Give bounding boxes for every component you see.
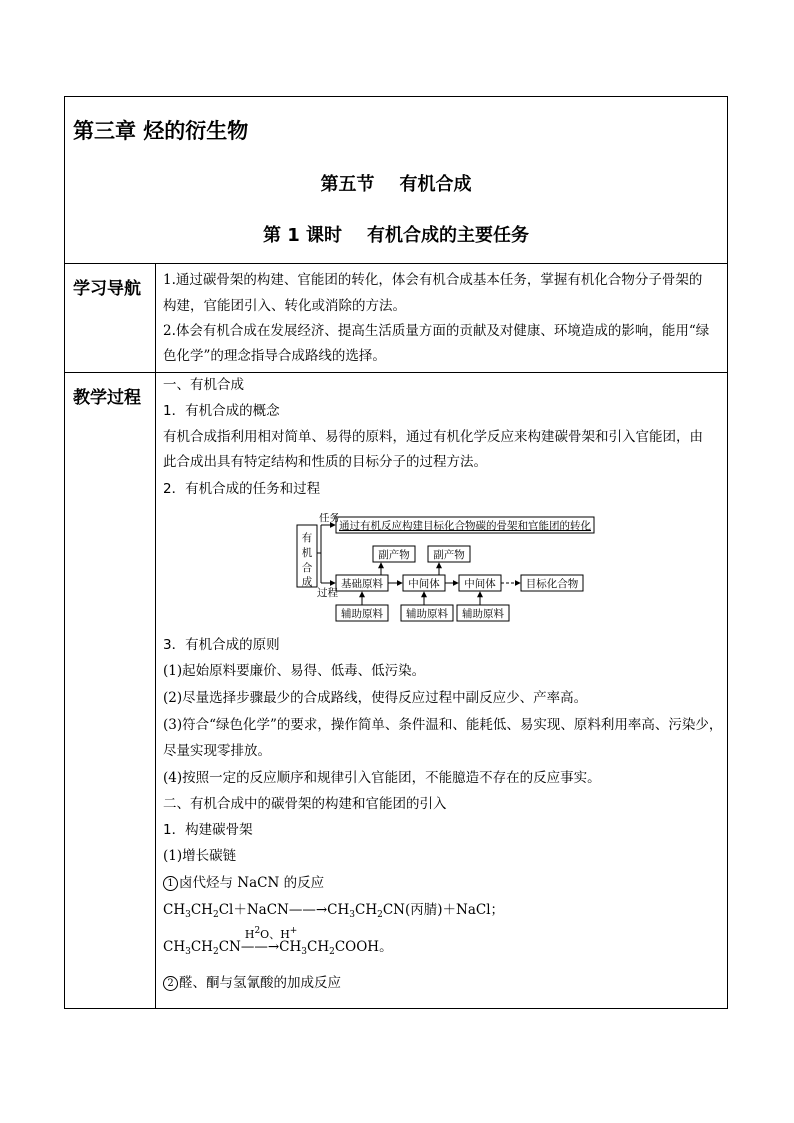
heading-organic-synthesis: 一、有机合成 — [163, 377, 244, 393]
auxiliary-text: 辅助原料 — [462, 608, 504, 620]
subheading-extend-chain: (1)增长碳链 — [163, 848, 237, 864]
lesson-table — [64, 96, 728, 1009]
process-label: 教学过程 — [73, 388, 141, 408]
process-content — [157, 373, 727, 1008]
subheading-task-process: 2．有机合成的任务和过程 — [163, 481, 321, 497]
subheading-build-skeleton: 1．构建碳骨架 — [163, 822, 253, 838]
subheading-principles: 3．有机合成的原则 — [163, 637, 280, 653]
guide-content — [157, 264, 727, 372]
chapter-title: 第三章 烃的衍生物 — [73, 119, 249, 143]
header-row — [65, 97, 727, 264]
lesson-title: 第 1 课时 有机合成的主要任务 — [262, 225, 530, 246]
guide-label: 学习导航 — [73, 279, 141, 299]
process-label-small: 过程 — [317, 587, 338, 599]
principle-item: (3)符合“绿色化学”的要求，操作简单、条件温和、能耗低、易实现、原料利用率高、污染少， — [163, 717, 723, 733]
raw-material-text: 基础原料 — [341, 578, 383, 590]
heading-carbon-skeleton: 二、有机合成中的碳骨架的构建和官能团的引入 — [163, 796, 447, 812]
reaction-item-2: 2 醛、酮与氢氰酸的加成反应 — [163, 975, 341, 991]
guide-line: 色化学”的理念指导合成路线的选择。 — [163, 348, 386, 364]
principle-item: 尽量实现零排放。 — [163, 743, 271, 759]
circled-number: 1 — [163, 876, 178, 891]
process-label-cell — [65, 373, 156, 1008]
reaction-condition: $H^2O$、H+ — [244, 926, 298, 941]
byproduct-text: 副产物 — [433, 549, 465, 561]
guide-line: 1.通过碳骨架的构建、官能团的转化，体会有机合成基本任务，掌握有机化合物分子骨架的 — [163, 272, 703, 288]
vertical-char: 有 — [301, 532, 313, 544]
concept-text: 有机合成指利用相对简单、易得的原料，通过有机化学反应来构建碳骨架和引入官能团，由 — [163, 429, 703, 445]
subheading-concept: 1．有机合成的概念 — [163, 403, 280, 419]
concept-text: 此合成出具有特定结构和性质的目标分子的过程方法。 — [163, 454, 487, 470]
intermediate-text: 中间体 — [408, 578, 440, 590]
synthesis-flow-diagram — [289, 513, 599, 625]
equation-1: $CH_3CH_2Cl+NaCN——\to CH_3CH_2CN$(丙腈)＋NaCl； — [163, 902, 505, 920]
target-compound-text: 目标化合物 — [525, 578, 579, 590]
circled-number: 2 — [163, 976, 178, 991]
guide-line: 2.体会有机合成在发展经济、提高生活质量方面的贡献及对健康、环境造成的影响，能用“绿 — [163, 323, 710, 339]
principle-item: (2)尽量选择步骤最少的合成路线，使得反应过程中副反应少、产率高。 — [163, 690, 588, 706]
section-title: 第五节 有机合成 — [320, 174, 472, 195]
equation-2: $CH_3CH_2CN$ $H^2O$、H+ $——\to CH_3CH_2COOH$。 — [163, 926, 393, 957]
byproduct-text: 副产物 — [378, 549, 410, 561]
vertical-char: 成 — [301, 576, 313, 588]
vertical-char: 合 — [301, 562, 313, 574]
vertical-char: 机 — [301, 547, 313, 559]
guide-row — [65, 264, 727, 373]
auxiliary-text: 辅助原料 — [341, 608, 383, 620]
task-label: 任务 — [319, 513, 340, 524]
principle-item: (1)起始原料要廉价、易得、低毒、低污染。 — [163, 663, 426, 679]
guide-line: 构建，官能团引入、转化或消除的方法。 — [163, 298, 406, 314]
reaction-item-1: 1 卤代烃与 NaCN 的反应 — [163, 875, 324, 891]
auxiliary-text: 辅助原料 — [406, 608, 448, 620]
process-row — [65, 373, 727, 1008]
task-text: 通过有机反应构建目标化合物碳的骨架和官能团的转化 — [339, 520, 591, 532]
principle-item: (4)按照一定的反应顺序和规律引入官能团，不能臆造不存在的反应事实。 — [163, 770, 601, 786]
intermediate-text: 中间体 — [464, 578, 496, 590]
guide-label-cell — [65, 264, 156, 372]
